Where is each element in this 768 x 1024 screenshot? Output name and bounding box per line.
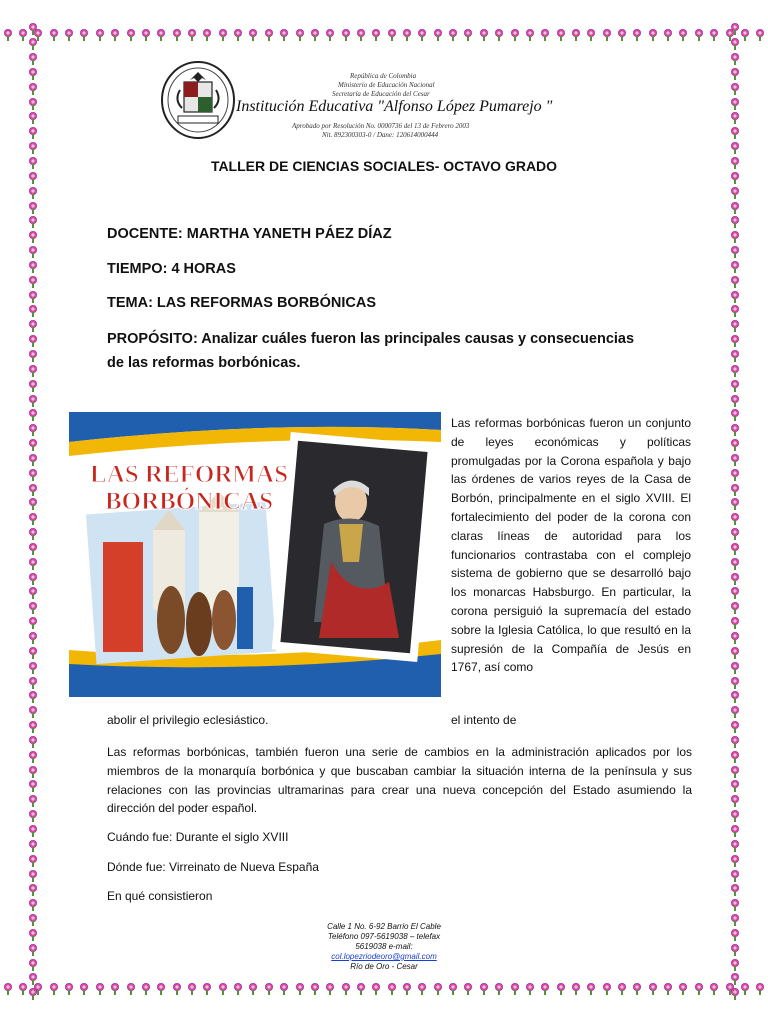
flower-ornament-icon [28,305,38,317]
flower-ornament-icon [28,276,38,288]
flower-ornament-icon [730,276,740,288]
flower-ornament-icon [28,439,38,451]
flower-ornament-icon [602,29,612,41]
flower-ornament-icon [730,187,740,199]
flower-ornament-icon [233,983,243,995]
header-nit: Nit. 892300303-0 / Dane: 120614000444 [322,131,439,139]
flower-ornament-icon [602,983,612,995]
footer-contact [0,922,768,972]
flower-ornament-icon [648,29,658,41]
flower-ornament-icon [248,29,258,41]
flower-ornament-icon [341,29,351,41]
footer-phone: Teléfono 097-5619038 – telefax [327,932,441,941]
flower-ornament-icon [28,973,38,985]
flower-ornament-icon [730,573,740,585]
flower-ornament-icon [187,29,197,41]
flower-ornament-icon [433,29,443,41]
flower-ornament-icon [28,83,38,95]
flower-ornament-icon [730,454,740,466]
bottom-flower-border [0,978,768,1000]
flower-ornament-icon [28,721,38,733]
flower-ornament-icon [28,810,38,822]
flower-ornament-icon [79,29,89,41]
flower-ornament-icon [79,983,89,995]
flower-ornament-icon [264,983,274,995]
flower-ornament-icon [730,899,740,911]
flower-ornament-icon [617,29,627,41]
flower-ornament-icon [28,231,38,243]
flower-ornament-icon [730,587,740,599]
flower-ornament-icon [730,691,740,703]
flower-ornament-icon [479,29,489,41]
top-flower-border [0,24,768,46]
flower-ornament-icon [28,187,38,199]
flower-ornament-icon [730,305,740,317]
flower-ornament-icon [648,983,658,995]
flower-ornament-icon [402,983,412,995]
flower-ornament-icon [586,29,596,41]
flower-ornament-icon [694,29,704,41]
flower-ornament-icon [28,602,38,614]
header-country: República de Colombia [350,72,417,80]
flower-ornament-icon [28,246,38,258]
flower-ornament-icon [525,29,535,41]
flower-ornament-icon [730,202,740,214]
flower-ornament-icon [95,29,105,41]
intro-continuation-left: abolir el privilegio eclesiástico. [107,713,269,727]
flower-ornament-icon [730,365,740,377]
flower-ornament-icon [218,29,228,41]
footer-email-link[interactable]: col.lopezriodeoro@gmail.com [331,952,437,961]
time-field: TIEMPO: 4 HORAS [107,261,236,277]
flower-ornament-icon [28,424,38,436]
flower-ornament-icon [730,320,740,332]
flower-ornament-icon [730,261,740,273]
flower-ornament-icon [730,98,740,110]
flower-ornament-icon [49,983,59,995]
flower-ornament-icon [28,513,38,525]
flower-ornament-icon [28,988,38,1000]
flower-ornament-icon [463,983,473,995]
flower-ornament-icon [730,721,740,733]
flower-ornament-icon [202,29,212,41]
flower-ornament-icon [28,320,38,332]
flower-ornament-icon [341,983,351,995]
flower-ornament-icon [110,29,120,41]
flower-ornament-icon [28,677,38,689]
flower-ornament-icon [126,983,136,995]
flower-ornament-icon [730,662,740,674]
flower-ornament-icon [28,884,38,896]
flower-ornament-icon [279,983,289,995]
flower-ornament-icon [28,98,38,110]
flower-ornament-icon [730,632,740,644]
flower-ornament-icon [279,29,289,41]
flower-ornament-icon [28,528,38,540]
flower-ornament-icon [28,142,38,154]
flower-ornament-icon [110,983,120,995]
flower-ornament-icon [730,558,740,570]
school-crest-icon [160,60,236,140]
flower-ornament-icon [730,469,740,481]
purpose-field: PROPÓSITO: Analizar cuáles fueron las principales causas y consecuencias de las reformas borbónicas. [107,331,635,371]
flower-ornament-icon [28,751,38,763]
flower-ornament-icon [172,983,182,995]
flower-ornament-icon [730,53,740,65]
flower-ornament-icon [510,29,520,41]
flower-ornament-icon [730,513,740,525]
flower-ornament-icon [730,142,740,154]
flower-ornament-icon [28,662,38,674]
flower-ornament-icon [663,29,673,41]
flower-ornament-icon [233,29,243,41]
flower-ornament-icon [141,983,151,995]
footer-phone-email-label: 5619038 e-mail: [355,942,413,951]
flower-ornament-icon [402,29,412,41]
flower-ornament-icon [325,983,335,995]
flower-ornament-icon [156,983,166,995]
flower-ornament-icon [295,983,305,995]
flower-ornament-icon [678,983,688,995]
topic-field: TEMA: LAS REFORMAS BORBÓNICAS [107,295,377,311]
flower-ornament-icon [28,291,38,303]
flower-ornament-icon [417,983,427,995]
flower-ornament-icon [248,983,258,995]
flower-ornament-icon [387,29,397,41]
flower-ornament-icon [28,706,38,718]
flower-ornament-icon [525,983,535,995]
flower-ornament-icon [28,587,38,599]
footer-address: Calle 1 No. 6-92 Barrio El Cable [327,922,441,931]
flower-ornament-icon [730,751,740,763]
flower-ornament-icon [64,983,74,995]
flower-ornament-icon [126,29,136,41]
flower-ornament-icon [730,23,740,35]
flower-ornament-icon [310,983,320,995]
flower-ornament-icon [295,29,305,41]
flower-ornament-icon [28,780,38,792]
flower-ornament-icon [730,112,740,124]
flower-ornament-icon [218,983,228,995]
flower-ornament-icon [730,127,740,139]
flower-ornament-icon [730,83,740,95]
flower-ornament-icon [28,53,38,65]
flower-ornament-icon [28,409,38,421]
flower-ornament-icon [417,29,427,41]
intro-paragraph: Las reformas borbónicas fueron un conjunto de leyes económicas y políticas promulgadas por la Corona española y bajo las órdenes de varios reyes de la Casa de Borbón, principalmente en el siglo XVIII. El fortalecimiento del poder de la corona con claras líneas de autoridad para los funcionarios contrastaba con el complejo sistema de gobierno que se desarrolló bajo los monarcas Habsburgo. En particular, la corona persiguió la supremacía del estado sobre la Iglesia Católica, lo que resultó en la supresión de la Compañía de Jesús en 1767, así como [451,416,691,675]
header-ministry: Ministerio de Educación Nacional [338,81,435,89]
flower-ornament-icon [28,647,38,659]
flower-ornament-icon [3,983,13,995]
header-approval: Aprobado por Resolución No. 0000736 del 13 de Febrero 2003 [292,122,470,130]
flower-ornament-icon [730,424,740,436]
flower-ornament-icon [730,825,740,837]
flower-ornament-icon [264,29,274,41]
flower-ornament-icon [730,498,740,510]
flower-ornament-icon [28,127,38,139]
flower-ornament-icon [730,231,740,243]
flower-ornament-icon [730,380,740,392]
flower-ornament-icon [730,350,740,362]
flower-ornament-icon [755,29,765,41]
flower-ornament-icon [571,29,581,41]
flower-ornament-icon [730,68,740,80]
flower-ornament-icon [571,983,581,995]
flower-ornament-icon [709,29,719,41]
teacher-field: DOCENTE: MARTHA YANETH PÁEZ DÍAZ [107,226,392,242]
flower-ornament-icon [28,573,38,585]
flower-ornament-icon [28,68,38,80]
flower-ornament-icon [28,855,38,867]
when-question: Cuándo fue: Durante el siglo XVIII [107,830,289,844]
flower-ornament-icon [28,899,38,911]
where-question: Dónde fue: Virreinato de Nueva España [107,860,319,874]
page-title: TALLER DE CIENCIAS SOCIALES- OCTAVO GRADO [210,158,558,174]
flower-ornament-icon [28,558,38,570]
flower-ornament-icon [28,38,38,50]
flower-ornament-icon [28,350,38,362]
institution-name: Institución Educativa "Alfonso López Pumarejo " [236,98,553,115]
flower-ornament-icon [540,983,550,995]
flower-ornament-icon [556,983,566,995]
flower-ornament-icon [730,216,740,228]
flower-ornament-icon [325,29,335,41]
flower-ornament-icon [730,736,740,748]
flower-ornament-icon [28,380,38,392]
flower-ornament-icon [632,983,642,995]
banner-title-line2: BORBÓNICAS [104,488,274,515]
letterhead [160,60,580,142]
flower-ornament-icon [3,29,13,41]
flower-ornament-icon [28,469,38,481]
flower-ornament-icon [156,29,166,41]
flower-ornament-icon [387,983,397,995]
flower-ornament-icon [28,23,38,35]
header-secretary: Secretaría de Educación del Cesar [332,90,430,98]
flower-ornament-icon [632,29,642,41]
flower-ornament-icon [28,691,38,703]
flower-ornament-icon [28,261,38,273]
flower-ornament-icon [494,983,504,995]
footer-city: Río de Oro - Cesar [350,962,418,971]
flower-ornament-icon [28,736,38,748]
flower-ornament-icon [49,29,59,41]
flower-ornament-icon [730,543,740,555]
flower-ornament-icon [28,870,38,882]
flower-ornament-icon [371,983,381,995]
flower-ornament-icon [709,983,719,995]
flower-ornament-icon [28,202,38,214]
flower-ornament-icon [730,795,740,807]
flower-ornament-icon [730,395,740,407]
flower-ornament-icon [730,617,740,629]
flower-ornament-icon [730,484,740,496]
flower-ornament-icon [28,617,38,629]
flower-ornament-icon [730,439,740,451]
flower-ornament-icon [371,29,381,41]
flower-ornament-icon [730,38,740,50]
reformas-banner-image [69,412,441,697]
flower-ornament-icon [755,983,765,995]
flower-ornament-icon [28,840,38,852]
flower-ornament-icon [95,983,105,995]
flower-ornament-icon [730,973,740,985]
flower-ornament-icon [617,983,627,995]
church-scene [86,492,276,664]
flower-ornament-icon [730,335,740,347]
flower-ornament-icon [730,780,740,792]
flower-ornament-icon [730,409,740,421]
flower-ornament-icon [28,632,38,644]
flower-ornament-icon [556,29,566,41]
flower-ornament-icon [663,983,673,995]
flower-ornament-icon [356,29,366,41]
flower-ornament-icon [494,29,504,41]
flower-ornament-icon [730,884,740,896]
flower-ornament-icon [28,365,38,377]
flower-ornament-icon [64,29,74,41]
flower-ornament-icon [479,983,489,995]
flower-ornament-icon [28,395,38,407]
flower-ornament-icon [540,29,550,41]
flower-ornament-icon [694,983,704,995]
flower-ornament-icon [730,602,740,614]
what-question: En qué consistieron [107,889,213,903]
flower-ornament-icon [28,112,38,124]
banner-title-line1: LAS REFORMAS [90,461,288,488]
flower-ornament-icon [28,825,38,837]
flower-ornament-icon [433,983,443,995]
flower-ornament-icon [28,484,38,496]
flower-ornament-icon [730,647,740,659]
flower-ornament-icon [730,766,740,778]
flower-ornament-icon [28,216,38,228]
flower-ornament-icon [172,29,182,41]
king-portrait [272,432,436,662]
flower-ornament-icon [730,528,740,540]
flower-ornament-icon [730,988,740,1000]
flower-ornament-icon [28,335,38,347]
flower-ornament-icon [678,29,688,41]
flower-ornament-icon [141,29,151,41]
intro-continuation-right: el intento de [451,713,517,727]
flower-ornament-icon [187,983,197,995]
flower-ornament-icon [730,840,740,852]
flower-ornament-icon [28,454,38,466]
flower-ornament-icon [448,983,458,995]
flower-ornament-icon [730,291,740,303]
flower-ornament-icon [730,855,740,867]
flower-ornament-icon [28,543,38,555]
flower-ornament-icon [730,810,740,822]
flower-ornament-icon [586,983,596,995]
flower-ornament-icon [730,706,740,718]
flower-ornament-icon [28,766,38,778]
flower-ornament-icon [202,983,212,995]
flower-ornament-icon [28,498,38,510]
flower-ornament-icon [463,29,473,41]
flower-ornament-icon [730,677,740,689]
flower-ornament-icon [730,246,740,258]
flower-ornament-icon [310,29,320,41]
flower-ornament-icon [510,983,520,995]
flower-ornament-icon [356,983,366,995]
flower-ornament-icon [28,795,38,807]
flower-ornament-icon [448,29,458,41]
flower-ornament-icon [730,870,740,882]
second-paragraph: Las reformas borbónicas, también fueron una serie de cambios en la administración aplicados por los miembros de la monarquía borbónica y que buscaban cambiar la situación interna de la península y sus relaciones con las provincias ultramarinas para crear una nueva concepción del Estado asumiendo la dirección del poder español. [107,745,692,816]
